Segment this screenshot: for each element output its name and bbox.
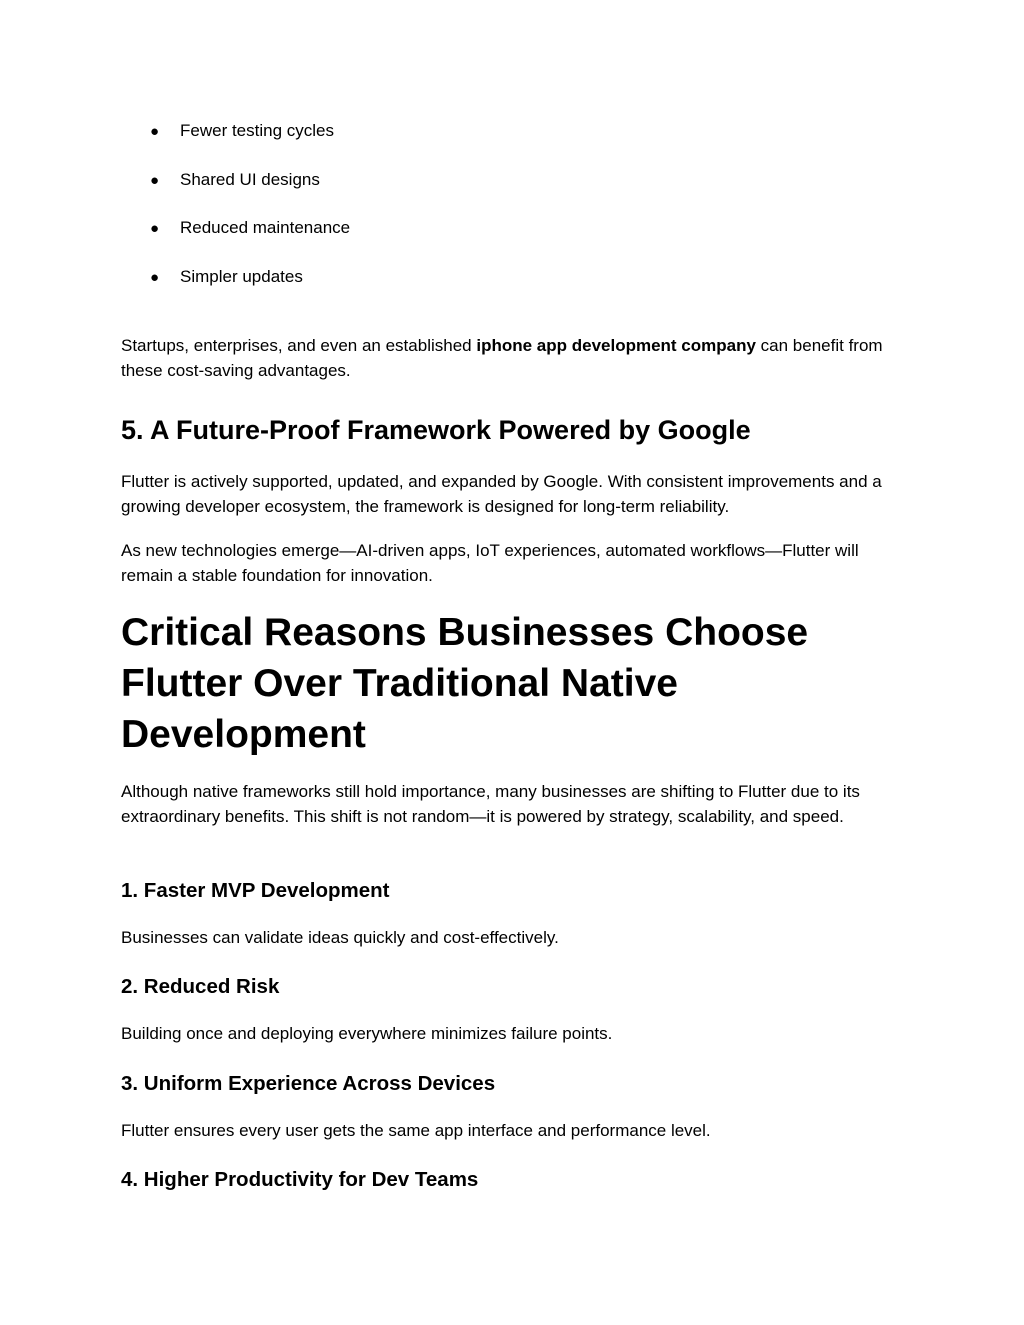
list-item bbox=[150, 120, 334, 142]
paragraph: Flutter ensures every user gets the same app interface and performance level. bbox=[121, 1121, 711, 1140]
list-item-text: Simpler updates bbox=[180, 267, 303, 286]
cost-saving-paragraph bbox=[121, 334, 911, 383]
paragraph: As new technologies emerge—AI-driven apps, IoT experiences, automated workflows—Flutter will remain a stable foundation for innovation. bbox=[121, 541, 859, 585]
list-item-text: Fewer testing cycles bbox=[180, 121, 334, 140]
main-heading: Critical Reasons Businesses Choose Flutter Over Traditional Native Development bbox=[121, 611, 809, 756]
paragraph: Businesses can validate ideas quickly and cost-effectively. bbox=[121, 928, 559, 947]
list-item bbox=[150, 266, 303, 288]
bullet-icon: ● bbox=[150, 220, 160, 237]
bold-phrase: iphone app development company bbox=[476, 336, 756, 355]
list-item-text: Shared UI designs bbox=[180, 170, 320, 189]
paragraph-text: Startups, enterprises, and even an established bbox=[121, 336, 477, 355]
paragraph-text: can benefit from these cost-saving advantages. bbox=[121, 336, 883, 380]
subsection-heading: 2. Reduced Risk bbox=[121, 975, 280, 998]
paragraph: Building once and deploying everywhere minimizes failure points. bbox=[121, 1024, 613, 1043]
list-item bbox=[150, 217, 350, 239]
paragraph: Flutter is actively supported, updated, and expanded by Google. With consistent improvements and a growing developer ecosystem, the framework is designed for long-term reliability. bbox=[121, 472, 882, 516]
bullet-icon: ● bbox=[150, 123, 160, 140]
bullet-icon: ● bbox=[150, 269, 160, 286]
subsection-heading: 4. Higher Productivity for Dev Teams bbox=[121, 1168, 479, 1191]
section-heading: 5. A Future-Proof Framework Powered by Google bbox=[121, 415, 751, 445]
list-item-text: Reduced maintenance bbox=[180, 218, 351, 237]
subsection-heading: 1. Faster MVP Development bbox=[121, 879, 390, 902]
list-item bbox=[150, 169, 320, 191]
paragraph: Although native frameworks still hold importance, many businesses are shifting to Flutter due to its extraordinary benefits. This shift is not random—it is powered by strategy, scalability, and speed. bbox=[121, 782, 860, 826]
subsection-heading: 3. Uniform Experience Across Devices bbox=[121, 1072, 496, 1095]
bullet-icon: ● bbox=[150, 172, 160, 189]
